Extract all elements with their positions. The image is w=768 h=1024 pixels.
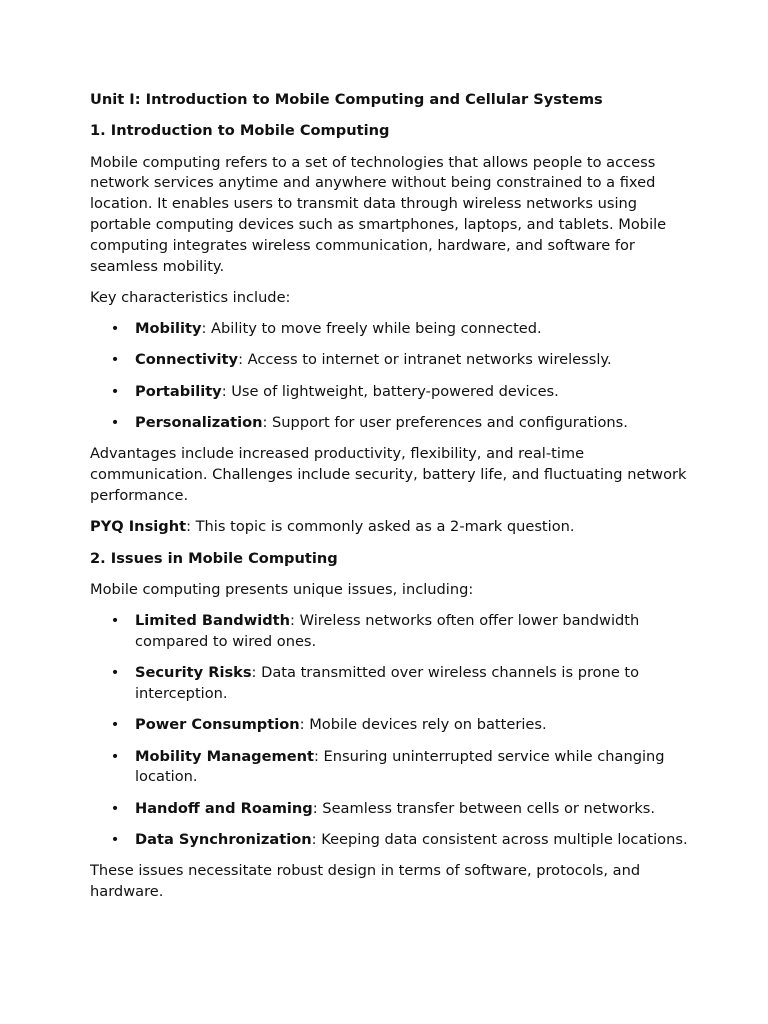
list-item-term: Portability: [135, 382, 222, 400]
bullet-icon: •: [110, 320, 120, 338]
key-characteristics-lead: Key characteristics include:: [90, 288, 291, 306]
bullet-icon: •: [110, 414, 120, 432]
document-page: [90, 90, 690, 913]
document-title: Unit I: Introduction to Mobile Computing and Cellular Systems: [90, 91, 603, 108]
list-item-term: Limited Bandwidth: [135, 612, 291, 630]
section-2-intro: Mobile computing presents unique issues, including:: [90, 580, 474, 598]
bullet-icon: •: [110, 831, 120, 849]
list-item: [90, 382, 690, 403]
section-1-heading: 1. Introduction to Mobile Computing: [90, 122, 390, 140]
pyq-insight: [90, 517, 690, 538]
list-item-term: Power Consumption: [135, 716, 300, 734]
list-item-desc: : Support for user preferences and configurations.: [262, 414, 628, 432]
bullet-icon: •: [110, 612, 120, 630]
list-item-desc: : Wireless networks often offer lower bandwidth compared to wired ones.: [135, 612, 640, 650]
bullet-icon: •: [110, 716, 120, 734]
list-item-desc: : Use of lightweight, battery-powered devices.: [221, 382, 559, 400]
list-item-term: Data Synchronization: [135, 831, 312, 849]
issues-list: [90, 611, 690, 851]
advantages-paragraph: Advantages include increased productivity, flexibility, and real-time communication. Challenges include security, battery life, and fluctuating network performance.: [90, 445, 687, 504]
list-item-desc: : Keeping data consistent across multiple locations.: [311, 831, 688, 849]
list-item-term: Personalization: [135, 414, 263, 432]
list-item-term: Connectivity: [135, 351, 239, 369]
bullet-icon: •: [110, 351, 120, 369]
bullet-icon: •: [110, 664, 120, 682]
list-item: [90, 663, 690, 705]
closing-paragraph: These issues necessitate robust design in terms of software, protocols, and hardware.: [90, 862, 641, 901]
list-item-term: Security Risks: [135, 664, 252, 682]
list-item: [90, 350, 690, 371]
list-item-term: Mobility: [135, 320, 202, 338]
list-item-desc: : Mobile devices rely on batteries.: [299, 716, 547, 734]
bullet-icon: •: [110, 382, 120, 400]
bullet-icon: •: [110, 799, 120, 817]
section-2-heading: 2. Issues in Mobile Computing: [90, 549, 338, 567]
section-1-intro: Mobile computing refers to a set of technologies that allows people to access network services anytime and anywhere without being constrained to a fixed location. It enables users to transmit data through wireless networks using portable computing devices such as smartphones, laptops, and tablets. Mobile computing integrates wireless communication, hardware, and software for seamless mobility.: [90, 153, 667, 275]
list-item: [90, 611, 690, 653]
list-item-term: Mobility Management: [135, 747, 314, 765]
key-characteristics-list: [90, 319, 690, 434]
list-item: [90, 715, 690, 736]
pyq-insight-desc: : This topic is commonly asked as a 2-mark question.: [186, 518, 575, 536]
list-item-desc: : Ensuring uninterrupted service while changing location.: [135, 747, 665, 786]
list-item-desc: : Ability to move freely while being connected.: [201, 320, 542, 338]
list-item-desc: : Access to internet or intranet networks wirelessly.: [238, 351, 612, 369]
bullet-icon: •: [110, 747, 120, 765]
list-item: [90, 799, 690, 820]
list-item-term: Handoff and Roaming: [135, 799, 313, 817]
pyq-insight-term: PYQ Insight: [90, 518, 187, 536]
list-item: [90, 319, 690, 340]
list-item-desc: : Seamless transfer between cells or networks.: [312, 799, 656, 817]
list-item: [90, 413, 690, 434]
list-item-desc: : Data transmitted over wireless channels is prone to interception.: [135, 664, 640, 703]
list-item: [90, 747, 690, 789]
list-item: [90, 830, 690, 851]
